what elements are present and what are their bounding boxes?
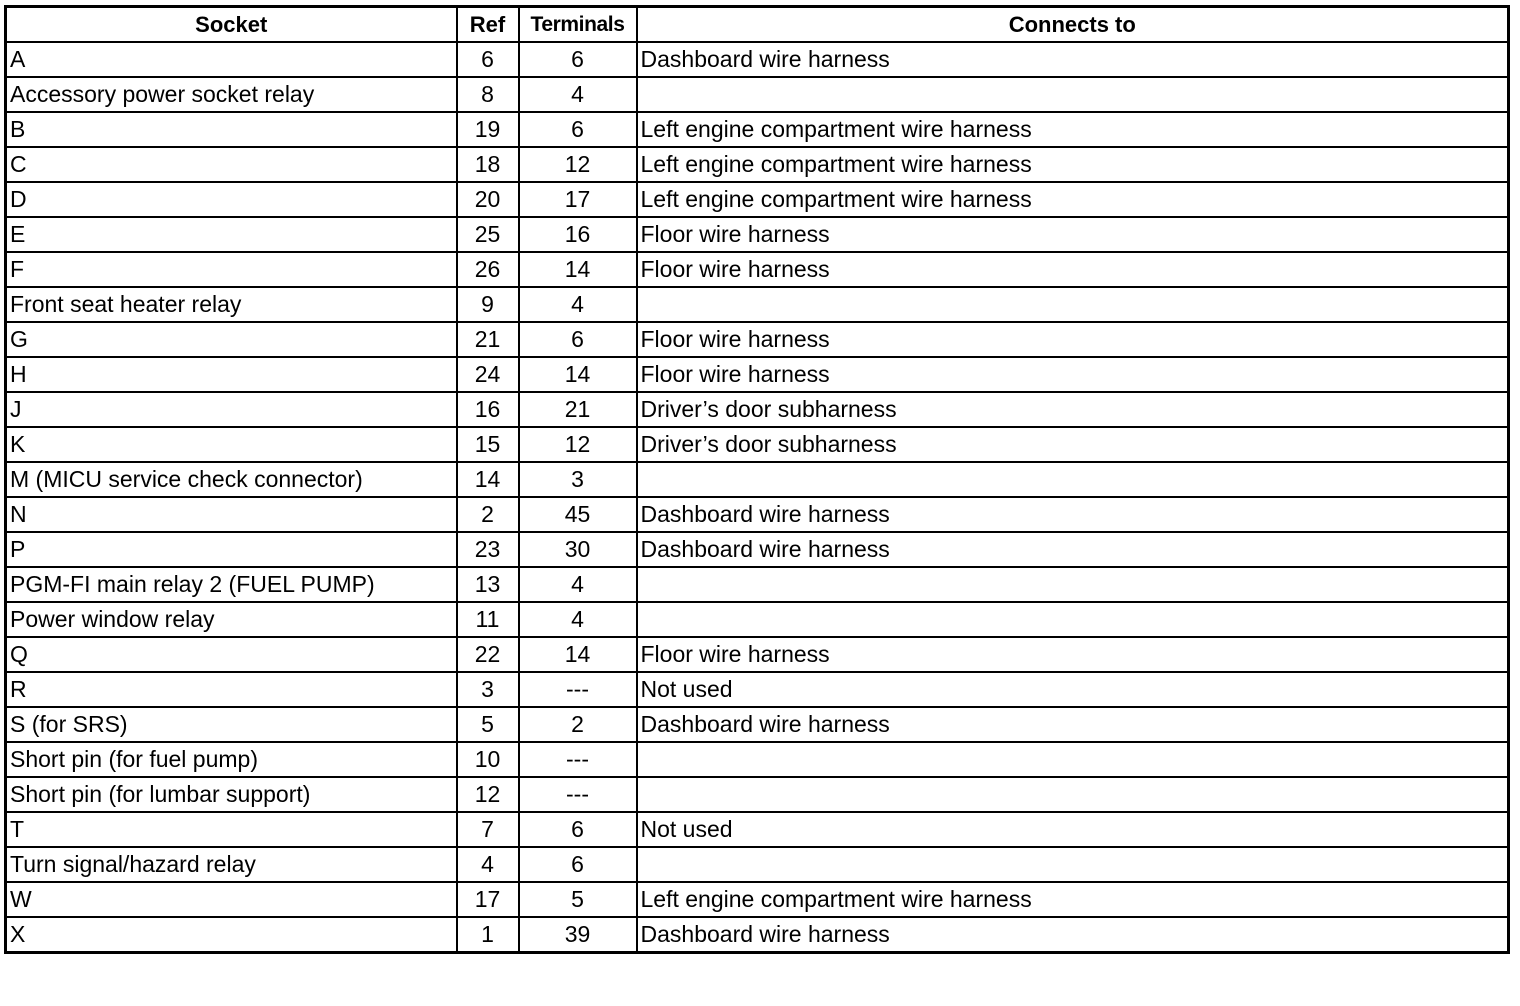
table-row [6, 567, 1509, 602]
cell-connects-to: Dashboard wire harness [637, 497, 1509, 532]
cell-socket: Power window relay [6, 602, 457, 637]
table-row [6, 917, 1509, 953]
cell-terminals: 14 [519, 357, 637, 392]
cell-terminals: 5 [519, 882, 637, 917]
cell-terminals: 17 [519, 182, 637, 217]
cell-connects-to: Floor wire harness [637, 637, 1509, 672]
cell-connects-to: Floor wire harness [637, 252, 1509, 287]
cell-ref: 25 [457, 217, 519, 252]
cell-socket: N [6, 497, 457, 532]
cell-ref: 10 [457, 742, 519, 777]
cell-connects-to [637, 742, 1509, 777]
cell-connects-to: Not used [637, 672, 1509, 707]
cell-ref: 12 [457, 777, 519, 812]
cell-terminals: 12 [519, 147, 637, 182]
cell-socket: J [6, 392, 457, 427]
cell-ref: 8 [457, 77, 519, 112]
cell-ref: 4 [457, 847, 519, 882]
table-row [6, 77, 1509, 112]
header-ref: Ref [457, 7, 519, 43]
cell-ref: 19 [457, 112, 519, 147]
table-row [6, 112, 1509, 147]
cell-ref: 13 [457, 567, 519, 602]
table-row [6, 707, 1509, 742]
cell-socket: D [6, 182, 457, 217]
cell-socket: C [6, 147, 457, 182]
cell-socket: T [6, 812, 457, 847]
cell-socket: PGM-FI main relay 2 (FUEL PUMP) [6, 567, 457, 602]
cell-ref: 24 [457, 357, 519, 392]
cell-connects-to: Dashboard wire harness [637, 532, 1509, 567]
cell-terminals: 14 [519, 637, 637, 672]
cell-socket: B [6, 112, 457, 147]
cell-socket: F [6, 252, 457, 287]
cell-terminals: 4 [519, 602, 637, 637]
cell-socket: Q [6, 637, 457, 672]
cell-socket: K [6, 427, 457, 462]
cell-connects-to: Floor wire harness [637, 217, 1509, 252]
cell-ref: 6 [457, 42, 519, 77]
cell-terminals: --- [519, 777, 637, 812]
table-row [6, 882, 1509, 917]
cell-socket: M (MICU service check connector) [6, 462, 457, 497]
cell-socket: Accessory power socket relay [6, 77, 457, 112]
cell-socket: S (for SRS) [6, 707, 457, 742]
table-row [6, 637, 1509, 672]
cell-terminals: 16 [519, 217, 637, 252]
cell-connects-to: Not used [637, 812, 1509, 847]
cell-terminals: 2 [519, 707, 637, 742]
cell-connects-to: Floor wire harness [637, 322, 1509, 357]
cell-terminals: 4 [519, 287, 637, 322]
cell-ref: 22 [457, 637, 519, 672]
cell-terminals: 6 [519, 112, 637, 147]
cell-connects-to: Left engine compartment wire harness [637, 182, 1509, 217]
cell-socket: W [6, 882, 457, 917]
cell-connects-to [637, 602, 1509, 637]
cell-socket: G [6, 322, 457, 357]
cell-terminals: 6 [519, 322, 637, 357]
cell-terminals: 21 [519, 392, 637, 427]
socket-table [4, 5, 1510, 954]
cell-ref: 1 [457, 917, 519, 953]
header-socket: Socket [6, 7, 457, 43]
cell-ref: 15 [457, 427, 519, 462]
cell-terminals: 4 [519, 77, 637, 112]
cell-connects-to [637, 567, 1509, 602]
cell-ref: 21 [457, 322, 519, 357]
table-row [6, 532, 1509, 567]
cell-connects-to: Left engine compartment wire harness [637, 112, 1509, 147]
cell-terminals: 45 [519, 497, 637, 532]
cell-ref: 26 [457, 252, 519, 287]
cell-connects-to [637, 287, 1509, 322]
cell-terminals: --- [519, 742, 637, 777]
cell-connects-to: Dashboard wire harness [637, 707, 1509, 742]
cell-ref: 9 [457, 287, 519, 322]
table-row [6, 42, 1509, 77]
table-row [6, 812, 1509, 847]
cell-socket: E [6, 217, 457, 252]
cell-connects-to: Driver’s door subharness [637, 427, 1509, 462]
cell-connects-to [637, 462, 1509, 497]
cell-terminals: 6 [519, 812, 637, 847]
cell-ref: 20 [457, 182, 519, 217]
cell-terminals: 4 [519, 567, 637, 602]
cell-terminals: 3 [519, 462, 637, 497]
cell-terminals: 30 [519, 532, 637, 567]
cell-connects-to [637, 77, 1509, 112]
cell-socket: Short pin (for fuel pump) [6, 742, 457, 777]
cell-ref: 7 [457, 812, 519, 847]
cell-socket: Short pin (for lumbar support) [6, 777, 457, 812]
cell-socket: R [6, 672, 457, 707]
cell-connects-to: Left engine compartment wire harness [637, 147, 1509, 182]
table-row [6, 287, 1509, 322]
table-row [6, 742, 1509, 777]
table-row [6, 252, 1509, 287]
table-row [6, 182, 1509, 217]
cell-terminals: 39 [519, 917, 637, 953]
cell-ref: 5 [457, 707, 519, 742]
cell-socket: Turn signal/hazard relay [6, 847, 457, 882]
table-row [6, 847, 1509, 882]
cell-socket: P [6, 532, 457, 567]
cell-ref: 18 [457, 147, 519, 182]
cell-terminals: 12 [519, 427, 637, 462]
cell-socket: Front seat heater relay [6, 287, 457, 322]
table-row [6, 357, 1509, 392]
cell-connects-to: Driver’s door subharness [637, 392, 1509, 427]
cell-ref: 14 [457, 462, 519, 497]
cell-connects-to [637, 777, 1509, 812]
table-row [6, 602, 1509, 637]
table-row [6, 777, 1509, 812]
cell-ref: 2 [457, 497, 519, 532]
cell-connects-to: Floor wire harness [637, 357, 1509, 392]
cell-connects-to: Dashboard wire harness [637, 917, 1509, 953]
cell-socket: X [6, 917, 457, 953]
table-row [6, 217, 1509, 252]
cell-connects-to [637, 847, 1509, 882]
table-body [6, 42, 1509, 953]
table-row [6, 427, 1509, 462]
cell-terminals: --- [519, 672, 637, 707]
table-row [6, 497, 1509, 532]
cell-ref: 16 [457, 392, 519, 427]
cell-ref: 3 [457, 672, 519, 707]
cell-ref: 11 [457, 602, 519, 637]
cell-connects-to: Dashboard wire harness [637, 42, 1509, 77]
table-row [6, 392, 1509, 427]
cell-ref: 17 [457, 882, 519, 917]
cell-terminals: 6 [519, 847, 637, 882]
socket-table-container [4, 5, 1507, 954]
table-row [6, 672, 1509, 707]
cell-socket: H [6, 357, 457, 392]
table-header-row [6, 7, 1509, 43]
cell-terminals: 6 [519, 42, 637, 77]
table-row [6, 147, 1509, 182]
table-row [6, 322, 1509, 357]
cell-ref: 23 [457, 532, 519, 567]
table-row [6, 462, 1509, 497]
header-connects-to: Connects to [637, 7, 1509, 43]
cell-terminals: 14 [519, 252, 637, 287]
cell-connects-to: Left engine compartment wire harness [637, 882, 1509, 917]
header-terminals: Terminals [519, 7, 637, 43]
cell-socket: A [6, 42, 457, 77]
